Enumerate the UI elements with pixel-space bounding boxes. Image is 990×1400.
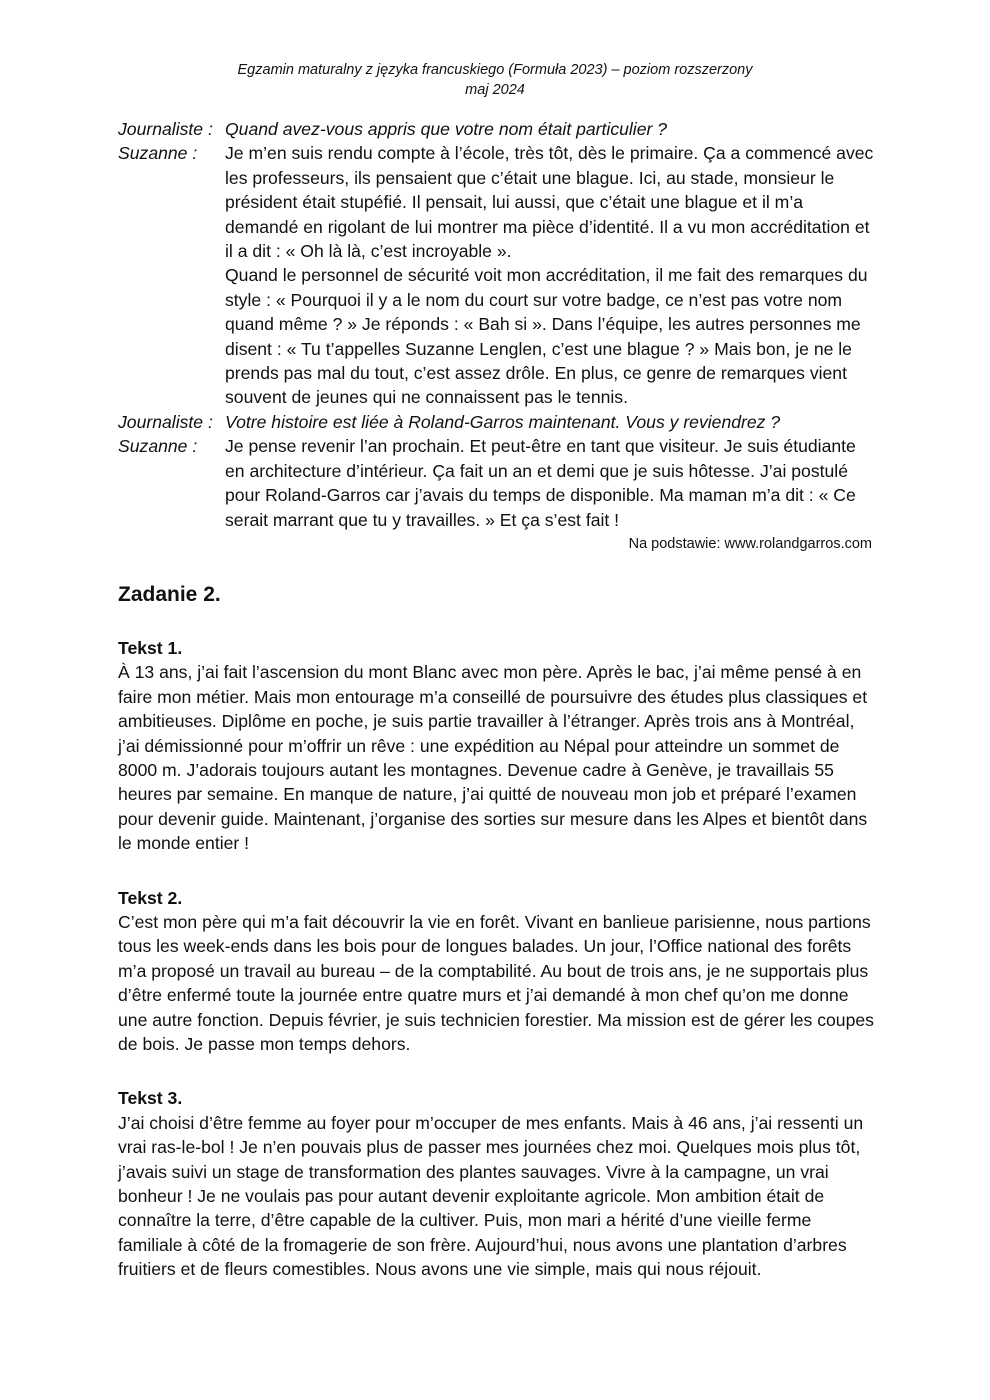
speech-text <box>225 434 878 532</box>
interview-dialog <box>118 117 878 532</box>
page-content <box>118 117 878 1282</box>
speech-paragraph: Quand avez-vous appris que votre nom était particulier ? <box>225 119 668 139</box>
text-body: C’est mon père qui m’a fait découvrir la vie en forêt. Vivant en banlieue parisienne, nous partions tous les week-ends dans les bois pour de longues balades. Un jour, l’Office national des forêts m’a proposé un travail au bureau – de la comptabilité. Au bout de trois ans, je ne supportais plus d’être enfermé toute la journée entre quatre murs et j’ai demandé à mon chef qu’on me donne une autre fonction. Depuis février, je suis technicien forestier. Ma mission est de gérer les coupes de bois. Je passe mon temps dehors. <box>118 911 874 1054</box>
speech-paragraph: Je m’en suis rendu compte à l’école, très tôt, dès le primaire. Ça a commencé avec les professeurs, ils pensaient que c’était une blague. Ici, au stade, monsieur le président était stupéfié. Il pensait, lui aussi, que c’était une blague et il m’a demandé en rigolant de lui montrer ma pièce d’identité. Il a vu mon accréditation et il a dit : « Oh là là, c’est incroyable ». <box>225 143 874 262</box>
speech-text <box>225 141 878 409</box>
speaker-label: Journaliste : <box>118 411 213 432</box>
speaker-label: Journaliste : <box>118 119 213 139</box>
speech-paragraph: Je pense revenir l’an prochain. Et peut-être en tant que visiteur. Je suis étudiante en architecture d’intérieur. Ça fait un an et demi que je suis hôtesse. J’ai postulé pour Roland-Garros car j’avais du temps de disponible. Ma maman m’a dit : « Ce serait marrant que tu y travailles. » Et ça s’est fait ! <box>225 436 856 530</box>
text-title: Tekst 1. <box>118 637 183 658</box>
header-exam-title: Egzamin maturalny z języka francuskiego (Formuła 2023) – poziom rozszerzony <box>237 62 753 78</box>
page-header <box>0 60 990 100</box>
dialog-row <box>118 410 878 434</box>
source-citation: Na podstawie: www.rolandgarros.com <box>628 535 872 552</box>
dialog-row <box>118 141 878 409</box>
dialog-row <box>118 434 878 532</box>
speaker-label: Suzanne : <box>118 436 198 457</box>
speech-paragraph: Quand le personnel de sécurité voit mon accréditation, il me fait des remarques du style : « Pourquoi il y a le nom du court sur votre badge, ce n’est pas votre nom quand même ? » Je réponds : « Bah si ». Dans l’équipe, les autres personnes me disent : « Tu t’appelles Suzanne Lenglen, c’est une blague ? » Mais bon, je ne le prends pas mal du tout, c’est assez drôle. En plus, ce genre de remarques vient souvent de jeunes qui ne connaissent pas le tennis. <box>225 265 868 408</box>
speech-text <box>225 117 878 141</box>
speech-paragraph: Votre histoire est liée à Roland-Garros maintenant. Vous y reviendrez ? <box>225 411 781 432</box>
text-block <box>118 1086 878 1281</box>
text-title: Tekst 2. <box>118 887 183 908</box>
header-exam-date: maj 2024 <box>465 82 525 98</box>
text-body: À 13 ans, j’ai fait l’ascension du mont Blanc avec mon père. Après le bac, j’ai même pensé à en faire mon métier. Mais mon entourage m’a conseillé de poursuivre des études plus classiques et ambitieuses. Diplôme en poche, je suis partie travailler à l’étranger. Après trois ans à Montréal, j’ai démissionné pour m’offrir un rêve : une expédition au Népal pour atteindre un sommet de 8000 m. J’adorais toujours autant les montagnes. Devenue cadre à Genève, je travaillais 55 heures par semaine. En manque de nature, j’ai quitté de nouveau mon job et préparé l’examen pour devenir guide. Maintenant, j’organise des sorties sur mesure dans les Alpes et bientôt dans le monde entier ! <box>118 662 868 854</box>
text-block <box>118 636 878 856</box>
speaker-label: Suzanne : <box>118 143 198 164</box>
task-title: Zadanie 2. <box>118 582 221 606</box>
speech-text <box>225 410 878 434</box>
text-block <box>118 886 878 1057</box>
text-title: Tekst 3. <box>118 1088 183 1109</box>
text-body: J’ai choisi d’être femme au foyer pour m’occuper de mes enfants. Mais à 46 ans, j’ai ressenti un vrai ras-le-bol ! Je n’en pouvais plus de passer mes journées chez moi. Quelques mois plus tôt, j’avais suivi un stage de transformation des plantes sauvages. Vivre à la campagne, un vrai bonheur ! Je ne voulais pas pour autant devenir exploitante agricole. Mon ambition était de connaître la terre, d’être capable de la cultiver. Puis, mon mari a hérité d’une vieille ferme familiale à côté de la fromagerie de son frère. Aujourd’hui, nous avons une plantation d’arbres fruitiers et de fleurs comestibles. Nous avons une vie simple, mais qui nous réjouit. <box>118 1112 864 1280</box>
dialog-row <box>118 117 878 141</box>
